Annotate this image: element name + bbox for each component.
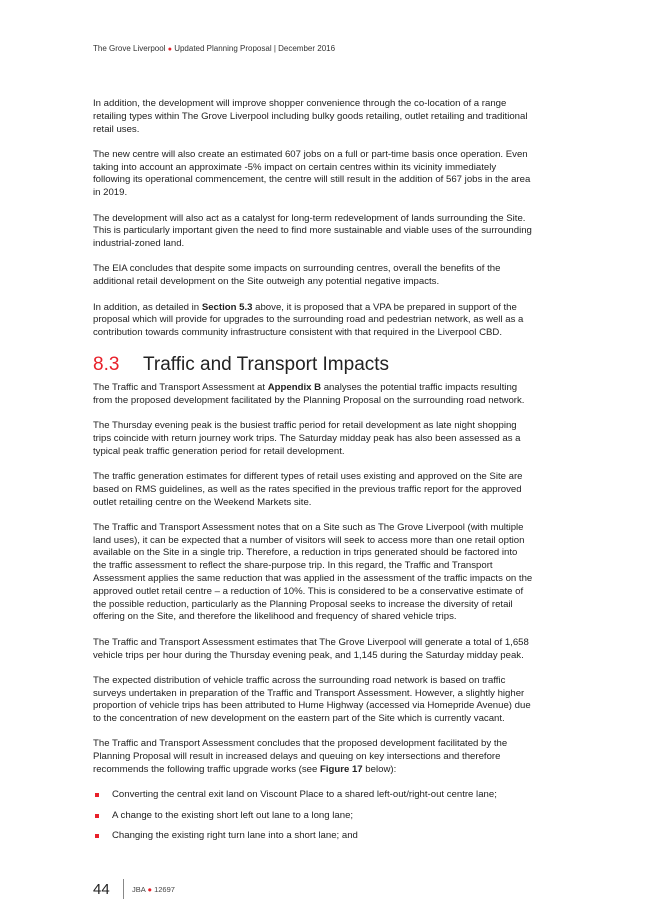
- paragraph-vpa: In addition, as detailed in Section 5.3 above, it is proposed that a VPA be prepared in support of the proposal which will provide for upgrades to the surrounding road and pedestrian network, as well as a contribution towards community infrastructure consistent with that required in the Liverpool CBD.: [93, 301, 524, 339]
- section-heading: [93, 354, 533, 376]
- bullet-square-icon: [95, 793, 99, 797]
- header-subtitle: Updated Planning Proposal | December 2016: [174, 44, 336, 53]
- body-content: [93, 98, 533, 850]
- section-title: Traffic and Transport Impacts: [143, 353, 390, 375]
- paragraph-conclusion: The Traffic and Transport Assessment concludes that the proposed development facilitated by the Planning Proposal will result in increased delays and queuing on key intersections and therefore recommends the following traffic upgrade works (see Figure 17 below):: [93, 738, 508, 776]
- list-item: A change to the existing short left out lane to a long lane;: [93, 810, 533, 823]
- bullet-square-icon: [95, 834, 99, 838]
- paragraph-appendix: The Traffic and Transport Assessment at Appendix B analyses the potential traffic impacts resulting from the proposed development facilitated by the Planning Proposal on the surrounding road network.: [93, 381, 525, 406]
- paragraph-reduction: The Traffic and Transport Assessment notes that on a Site such as The Grove Liverpool (with multiple land uses), it can be expected that a number of visitors will seek to access more than one retail option available on the Site in a single trip. Therefore, a reduction in trips generated should be factored into the traffic assessment to reflect the share-purpose trip. In this regard, the Traffic and Transport Assessment applies the same reduction that was applied in the assessment of the traffic impacts on the approved outlet retail centre – a reduction of 10%. This is considered to be a conservative estimate of the possible reduction, particularly as the Planning Proposal seeks to increase the diversity of retail offering on the Site, and therefore the likelihood and frequency of shared vehicle trips.: [93, 521, 533, 623]
- footer-divider: [123, 879, 124, 899]
- running-header: [93, 44, 335, 53]
- appendix-reference: Appendix B: [267, 381, 322, 393]
- paragraph-catalyst: The development will also act as a catalyst for long-term redevelopment of lands surrounding the Site. This is particularly important given the need to find more sustainable and viable uses of the surrounding industrial-zoned land.: [93, 212, 532, 250]
- paragraph-peak: The Thursday evening peak is the busiest traffic period for retail development as late night shopping trips coincide with return journey work trips. The Saturday midday peak has also been assessed as a typical peak traffic generation period for retail development.: [93, 420, 521, 457]
- upgrade-works-list: [93, 789, 533, 842]
- section-reference: Section 5.3: [201, 301, 253, 313]
- section-number: 8.3: [93, 353, 120, 375]
- figure-reference: Figure 17: [319, 764, 363, 776]
- paragraph-trips: The Traffic and Transport Assessment estimates that The Grove Liverpool will generate a total of 1,658 vehicle trips per hour during the Thursday evening peak, and 1,145 during the Saturday midday peak.: [93, 636, 529, 661]
- header-separator-dot: ●: [167, 46, 172, 53]
- paragraph-jobs: The new centre will also create an estimated 607 jobs on a full or part-time basis once operation. Even taking into account an approximate -5% impact on certain centres within its vicinity immediately following its operational commencement, the centre will still result in the addition of 567 jobs in the area in 2019.: [93, 148, 531, 199]
- header-title: The Grove Liverpool: [93, 44, 166, 53]
- bullet-square-icon: [95, 814, 99, 818]
- paragraph-eia: The EIA concludes that despite some impacts on surrounding centres, overall the benefits of the additional retail development on the Site outweigh any potential negative impacts.: [93, 263, 501, 288]
- footer-reference: JBA ● 12697: [132, 884, 175, 894]
- list-item: Converting the central exit land on Viscount Place to a shared left-out/right-out centre lane;: [93, 789, 533, 802]
- list-item: Changing the existing right turn lane into a short lane; and: [93, 830, 533, 843]
- paragraph-generation: The traffic generation estimates for different types of retail uses existing and approved on the Site are based on RMS guidelines, as well as the rates specified in the previous traffic report for the approved outlet retailing centre on the Weekend Markets site.: [93, 470, 523, 508]
- footer-separator-dot: ●: [147, 884, 152, 894]
- paragraph-distribution: The expected distribution of vehicle traffic across the surrounding road network is based on traffic surveys undertaken in preparation of the Traffic and Transport Assessment. However, a slightly higher proportion of vehicle trips has been attributed to Hume Highway (accessed via Homepride Avenue) due to the concentration of new development on the eastern part of the Site which is currently vacant.: [93, 674, 531, 725]
- paragraph-retail-convenience: In addition, the development will improve shopper convenience through the co-location of a range retailing types within The Grove Liverpool including bulky goods retailing, outlet retailing and traditional retail uses.: [93, 98, 528, 135]
- page-footer: [93, 879, 175, 899]
- page-number: 44: [93, 880, 110, 898]
